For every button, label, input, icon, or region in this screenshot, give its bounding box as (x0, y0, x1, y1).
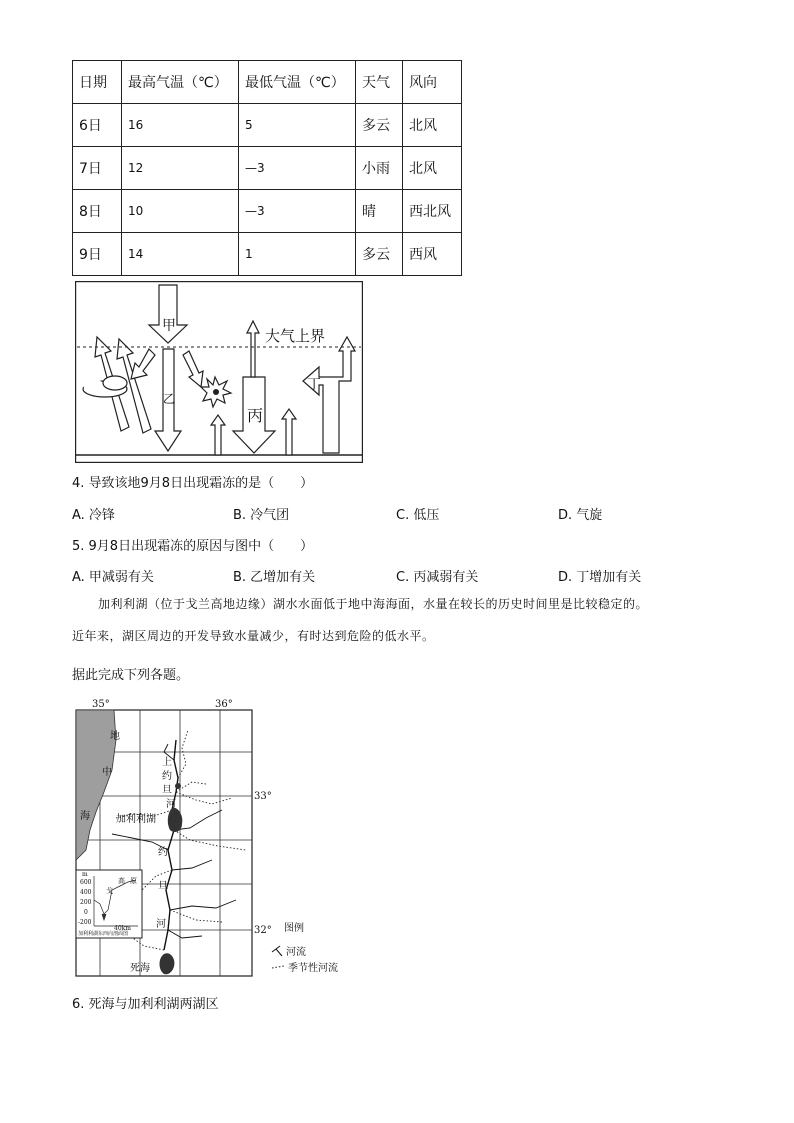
q5-option-a: A. 甲减弱有关 (72, 570, 154, 585)
lon-36-label: 36° (215, 699, 233, 710)
q4-option-b: B. 冷气团 (233, 508, 290, 523)
label-ding: 丁 (307, 377, 321, 393)
table-row (73, 147, 462, 190)
arrow-scatter-2 (183, 351, 203, 387)
table-row (73, 104, 462, 147)
cell-wind: 北风 (403, 147, 462, 190)
cell-wind: 北风 (403, 104, 462, 147)
upper-jordan-4: 河 (166, 799, 176, 810)
cell-date: 8日 (73, 190, 122, 233)
passage-line-1: 加利利湖（位于戈兰高地边缘）湖水水面低于地中海海面，水量在较长的历史时间里是比较稳定的。 (98, 597, 649, 611)
label-atmosphere-top: 大气上界 (265, 327, 326, 345)
q5-option-d: D. 丁增加有关 (558, 570, 642, 585)
question-4-stem: 4. 导致该地9月8日出现霜冻的是（ ） (72, 476, 314, 491)
label-jia: 甲 (162, 318, 176, 334)
cell-wind: 西北风 (403, 190, 462, 233)
inset-tick-600: 600 (80, 879, 92, 886)
cell-weather: 晴 (356, 190, 403, 233)
cell-min-temp: —3 (239, 147, 356, 190)
lon-35-label: 35° (92, 699, 110, 710)
cell-max-temp: 12 (122, 147, 239, 190)
passage-prompt: 据此完成下列各题。 (72, 668, 190, 683)
arrow-ground-1 (211, 415, 225, 455)
legend-title: 图例 (284, 923, 304, 934)
inset-tick-400: 400 (80, 889, 92, 896)
label-bing: 丙 (247, 406, 264, 425)
cell-date: 6日 (73, 104, 122, 147)
sea-char-2: 中 (102, 767, 112, 778)
table-header-row (73, 61, 462, 104)
inset-unit: m (82, 871, 88, 878)
cell-max-temp: 14 (122, 233, 239, 276)
header-date: 日期 (73, 61, 122, 104)
jordan-river-map (72, 700, 362, 982)
arrow-jia (149, 285, 187, 343)
cell-weather: 小雨 (356, 147, 403, 190)
cell-min-temp: —3 (239, 190, 356, 233)
lat-32-label: 32° (254, 925, 272, 936)
passage (72, 588, 722, 652)
jordan-3: 河 (156, 919, 166, 930)
question-5-stem: 5. 9月8日出现霜冻的原因与图中（ ） (72, 539, 314, 554)
q5-option-b: B. 乙增加有关 (233, 570, 316, 585)
arrow-ground-2 (282, 409, 296, 455)
cell-date: 9日 (73, 233, 122, 276)
radiation-diagram (75, 281, 363, 463)
table-row (73, 233, 462, 276)
lat-33-label: 33° (254, 791, 272, 802)
cell-min-temp: 5 (239, 104, 356, 147)
header-wind: 风向 (403, 61, 462, 104)
arrow-scatter (131, 349, 155, 379)
sea-char-3: 海 (80, 811, 90, 822)
upper-jordan-1: 上 (162, 757, 172, 768)
jordan-1: 约 (158, 847, 168, 858)
cell-min-temp: 1 (239, 233, 356, 276)
q4-option-d: D. 气旋 (558, 508, 603, 523)
cell-max-temp: 16 (122, 104, 239, 147)
q4-option-a: A. 冷锋 (72, 508, 115, 523)
question-6-stem: 6. 死海与加利利湖两湖区 (72, 997, 219, 1012)
legend-seasonal-river: 季节性河流 (288, 963, 338, 974)
inset-tick-200: 200 (80, 899, 92, 906)
inset-scale: 40km (114, 925, 131, 932)
cell-date: 7日 (73, 147, 122, 190)
q4-option-c: C. 低压 (396, 508, 440, 523)
inset-label-gao: 高 (118, 877, 125, 885)
table-row (73, 190, 462, 233)
jordan-river-map-svg (72, 700, 362, 982)
legend-river: 河流 (286, 947, 306, 958)
arrow-up-thin (247, 321, 259, 377)
cell-weather: 多云 (356, 233, 403, 276)
q5-option-c: C. 丙减弱有关 (396, 570, 479, 585)
header-min-temp: 最低气温（℃） (239, 61, 356, 104)
cell-weather: 多云 (356, 104, 403, 147)
cell-max-temp: 10 (122, 190, 239, 233)
header-max-temp: 最高气温（℃） (122, 61, 239, 104)
radiation-diagram-svg (75, 281, 363, 463)
upper-jordan-2: 约 (162, 771, 172, 782)
weather-table (72, 60, 462, 276)
header-weather: 天气 (356, 61, 403, 104)
passage-line-2: 近年来，湖区周边的开发导致水量减少，有时达到危险的低水平。 (72, 629, 435, 643)
dead-sea-label: 死海 (130, 963, 150, 974)
cell-wind: 西风 (403, 233, 462, 276)
inset-label-yuan: 原 (130, 877, 137, 885)
inset-tick-0: 0 (84, 909, 88, 916)
upper-jordan-3: 旦 (162, 785, 172, 796)
inset-label-ge: 戈 (106, 887, 113, 895)
inset-tick-neg200: -200 (78, 919, 92, 926)
galilee-label: 加利利湖 (116, 814, 156, 825)
jordan-2: 旦 (158, 881, 168, 892)
arrow-ding (303, 337, 355, 453)
label-yi: 乙 (163, 392, 176, 406)
inset-caption: 加利利湖东西向剖面图 (78, 931, 129, 937)
sea-char-1: 地 (110, 731, 120, 742)
